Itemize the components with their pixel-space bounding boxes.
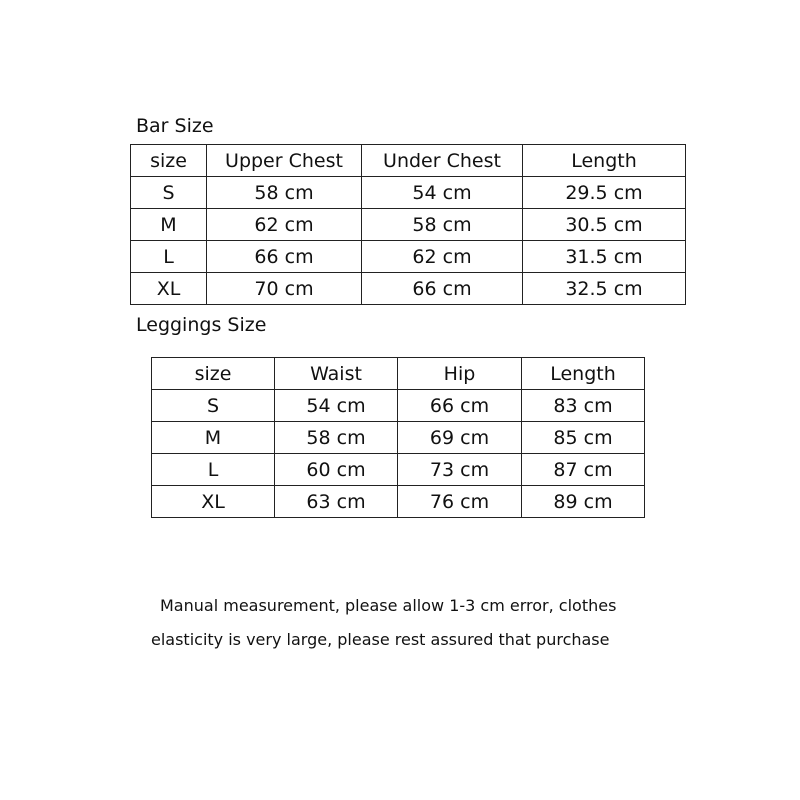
table-header-row [131, 145, 686, 177]
table-row [131, 273, 686, 305]
table-row [131, 177, 686, 209]
table-cell: 89 cm [522, 486, 645, 518]
bar-size-table [130, 144, 686, 305]
table-row [131, 241, 686, 273]
table-cell: 58 cm [207, 177, 362, 209]
leggings-size-table [151, 357, 645, 518]
table-cell: 69 cm [398, 422, 522, 454]
column-header: Length [523, 145, 686, 177]
table-cell: L [131, 241, 207, 273]
column-header: Upper Chest [207, 145, 362, 177]
leggings-size-title: Leggings Size [136, 314, 267, 336]
table-cell: 32.5 cm [523, 273, 686, 305]
table-row [152, 454, 645, 486]
table-cell: M [152, 422, 275, 454]
table-cell: 73 cm [398, 454, 522, 486]
measurement-note-line-2: elasticity is very large, please rest assured that purchase [151, 630, 610, 649]
table-cell: 87 cm [522, 454, 645, 486]
table-cell: S [152, 390, 275, 422]
table-cell: L [152, 454, 275, 486]
table-row [152, 486, 645, 518]
table-cell: 66 cm [398, 390, 522, 422]
table-cell: 54 cm [362, 177, 523, 209]
table-row [152, 390, 645, 422]
table-cell: 54 cm [275, 390, 398, 422]
table-cell: 62 cm [362, 241, 523, 273]
column-header: Under Chest [362, 145, 523, 177]
column-header: Waist [275, 358, 398, 390]
table-cell: XL [131, 273, 207, 305]
table-cell: 63 cm [275, 486, 398, 518]
table-cell: 58 cm [275, 422, 398, 454]
bar-size-title: Bar Size [136, 115, 214, 137]
table-header-row [152, 358, 645, 390]
table-cell: 58 cm [362, 209, 523, 241]
column-header: size [131, 145, 207, 177]
table-cell: 85 cm [522, 422, 645, 454]
table-cell: 76 cm [398, 486, 522, 518]
table-cell: 70 cm [207, 273, 362, 305]
table-row [131, 209, 686, 241]
table-cell: 83 cm [522, 390, 645, 422]
table-cell: 66 cm [207, 241, 362, 273]
table-cell: 31.5 cm [523, 241, 686, 273]
table-cell: M [131, 209, 207, 241]
table-cell: 60 cm [275, 454, 398, 486]
column-header: Hip [398, 358, 522, 390]
table-cell: 62 cm [207, 209, 362, 241]
table-cell: 66 cm [362, 273, 523, 305]
table-cell: S [131, 177, 207, 209]
table-cell: 30.5 cm [523, 209, 686, 241]
measurement-note-line-1: Manual measurement, please allow 1-3 cm error, clothes [160, 596, 617, 615]
column-header: size [152, 358, 275, 390]
table-cell: XL [152, 486, 275, 518]
table-cell: 29.5 cm [523, 177, 686, 209]
table-row [152, 422, 645, 454]
column-header: Length [522, 358, 645, 390]
